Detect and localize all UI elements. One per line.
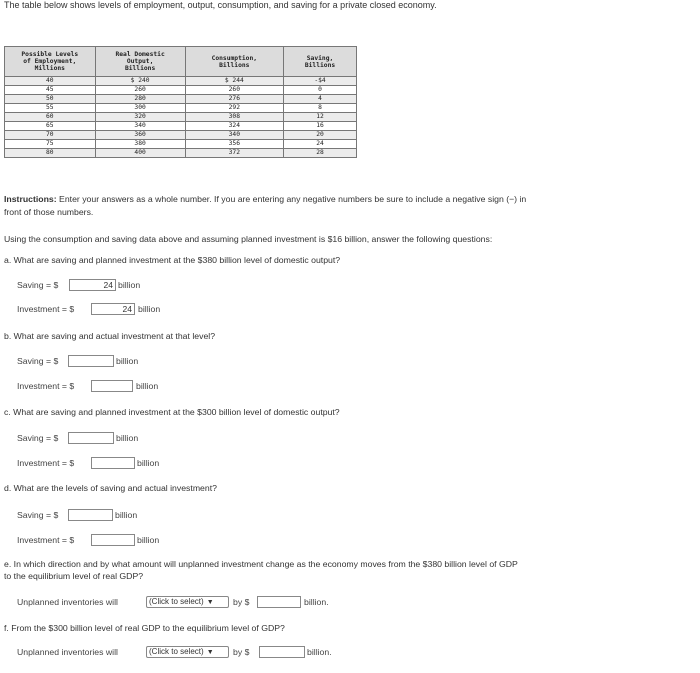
table-cell: 276 <box>185 95 283 104</box>
investment-input-c[interactable] <box>91 457 135 469</box>
header-output <box>95 47 185 77</box>
saving-label-c: Saving = $ <box>17 433 59 443</box>
table-row <box>5 140 357 149</box>
select-value: (Click to select) <box>149 597 204 606</box>
table-cell: 45 <box>5 86 96 95</box>
saving-input-d[interactable] <box>68 509 113 521</box>
table-cell: 65 <box>5 122 96 131</box>
table-header-row <box>5 47 357 77</box>
header-line: Real Domestic <box>115 51 165 58</box>
saving-input-a[interactable]: 24 <box>69 279 116 291</box>
instructions-line-2: front of those numbers. <box>4 207 94 217</box>
table-cell: 372 <box>185 149 283 158</box>
question-b: b. What are saving and actual investment at that level? <box>4 331 216 341</box>
investment-label-a: Investment = $ <box>17 304 75 314</box>
table-cell: 60 <box>5 113 96 122</box>
table-cell: $ 240 <box>95 77 185 86</box>
direction-select-e[interactable] <box>146 596 229 608</box>
table-cell: 340 <box>95 122 185 131</box>
select-value: (Click to select) <box>149 647 204 656</box>
investment-input-a[interactable]: 24 <box>91 303 135 315</box>
header-line: Possible Levels <box>21 51 79 58</box>
saving-label-a: Saving = $ <box>17 280 59 290</box>
table-row <box>5 86 357 95</box>
saving-input-c[interactable] <box>68 432 114 444</box>
table-cell: 260 <box>185 86 283 95</box>
unit-label: billion <box>137 458 160 468</box>
table-cell: 300 <box>95 104 185 113</box>
unit-label: billion <box>138 304 161 314</box>
table-cell: 0 <box>284 86 357 95</box>
table-cell: 340 <box>185 131 283 140</box>
header-line: Output, <box>126 58 154 65</box>
unit-label: billion <box>115 510 138 520</box>
saving-label-d: Saving = $ <box>17 510 59 520</box>
table-cell: 24 <box>284 140 357 149</box>
table-cell: 400 <box>95 149 185 158</box>
question-e-line-1: e. In which direction and by what amount will unplanned investment change as the economy moves from the $380 billion level of GDP <box>4 559 518 569</box>
table-row <box>5 131 357 140</box>
table-row <box>5 95 357 104</box>
instructions-line-1 <box>4 194 526 204</box>
investment-input-b[interactable] <box>91 380 133 392</box>
amount-input-f[interactable] <box>259 646 305 658</box>
table-cell: 55 <box>5 104 96 113</box>
unit-label: billion <box>116 356 139 366</box>
question-f: f. From the $300 billion level of real GDP to the equilibrium level of GDP? <box>4 623 285 633</box>
chevron-down-icon: ▼ <box>206 599 214 606</box>
economy-table <box>4 46 357 158</box>
unplanned-label-f: Unplanned inventories will <box>17 647 118 657</box>
table-cell: $ 244 <box>185 77 283 86</box>
table-cell: 20 <box>284 131 357 140</box>
table-cell: 50 <box>5 95 96 104</box>
unit-label: billion <box>136 381 159 391</box>
chevron-down-icon: ▼ <box>206 649 214 656</box>
question-c: c. What are saving and planned investment at the $300 billion level of domestic output? <box>4 407 340 417</box>
table-cell: 70 <box>5 131 96 140</box>
by-label-e: by $ <box>233 597 250 607</box>
saving-input-b[interactable] <box>68 355 114 367</box>
instructions-bold: Instructions: <box>4 194 57 204</box>
direction-select-f[interactable] <box>146 646 229 658</box>
table-cell: 360 <box>95 131 185 140</box>
saving-label-b: Saving = $ <box>17 356 59 366</box>
investment-label-c: Investment = $ <box>17 458 75 468</box>
unplanned-label-e: Unplanned inventories will <box>17 597 118 607</box>
table-row <box>5 149 357 158</box>
question-d: d. What are the levels of saving and actual investment? <box>4 483 217 493</box>
table-cell: 292 <box>185 104 283 113</box>
header-employment <box>5 47 96 77</box>
header-line: Billions <box>304 61 336 69</box>
table-row <box>5 77 357 86</box>
question-a: a. What are saving and planned investment at the $380 billion level of domestic output? <box>4 255 341 265</box>
investment-label-b: Investment = $ <box>17 381 75 391</box>
unit-label: billion. <box>304 597 329 607</box>
table-cell: 12 <box>284 113 357 122</box>
investment-label-d: Investment = $ <box>17 535 75 545</box>
table-cell: 28 <box>284 149 357 158</box>
header-line: Saving, <box>306 54 334 62</box>
instructions-text: Enter your answers as a whole number. If you are entering any negative numbers be sure to include a negative sign (−) in <box>56 194 527 204</box>
header-line: Consumption, <box>211 54 258 62</box>
prompt-text: Using the consumption and saving data above and assuming planned investment is $16 billion, answer the following questions: <box>4 234 493 244</box>
header-line: Millions <box>34 65 65 72</box>
table-row <box>5 122 357 131</box>
header-saving <box>284 47 357 77</box>
table-cell: 320 <box>95 113 185 122</box>
table-cell: 260 <box>95 86 185 95</box>
header-line: of Employment, <box>23 58 77 65</box>
unit-label: billion <box>118 280 141 290</box>
table-cell: 280 <box>95 95 185 104</box>
table-row <box>5 104 357 113</box>
table-cell: 80 <box>5 149 96 158</box>
table-cell: 308 <box>185 113 283 122</box>
table-cell: 40 <box>5 77 96 86</box>
table-row <box>5 113 357 122</box>
intro-text: The table below shows levels of employment, output, consumption, and saving for a private closed economy. <box>4 0 437 10</box>
question-e-line-2: to the equilibrium level of real GDP? <box>4 571 144 581</box>
unit-label: billion <box>137 535 160 545</box>
header-consumption <box>185 47 283 77</box>
table-cell: 75 <box>5 140 96 149</box>
table-cell: 4 <box>284 95 357 104</box>
table-cell: 324 <box>185 122 283 131</box>
header-line: Billions <box>219 61 250 69</box>
amount-input-e[interactable] <box>257 596 301 608</box>
table-cell: -$4 <box>284 77 357 86</box>
table-cell: 8 <box>284 104 357 113</box>
table-cell: 356 <box>185 140 283 149</box>
unit-label: billion <box>116 433 139 443</box>
table-cell: 16 <box>284 122 357 131</box>
table-cell: 380 <box>95 140 185 149</box>
header-line: Billions <box>124 65 156 72</box>
unit-label: billion. <box>307 647 332 657</box>
investment-input-d[interactable] <box>91 534 135 546</box>
by-label-f: by $ <box>233 647 250 657</box>
